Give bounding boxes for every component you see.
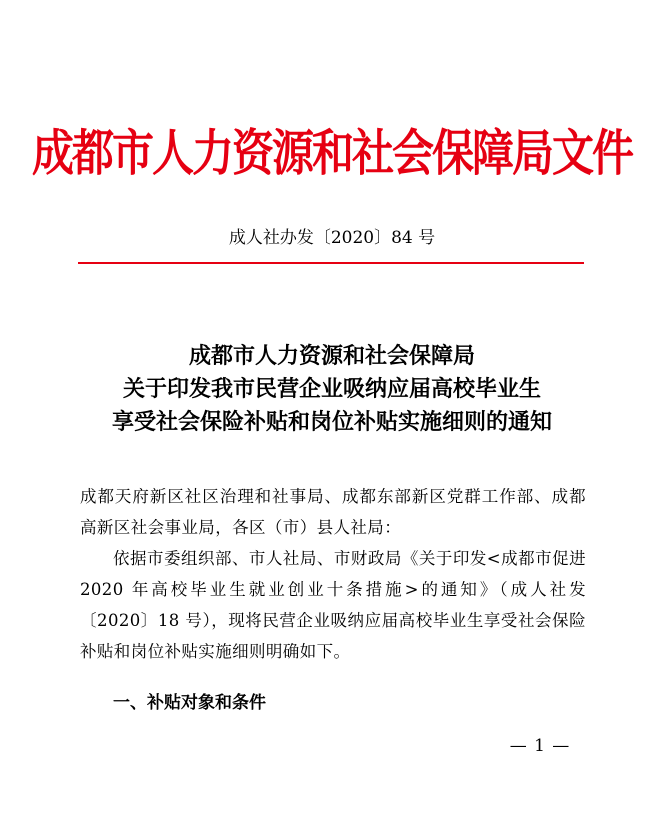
document-number: 成人社办发〔2020〕84 号: [228, 228, 436, 248]
document-title: [0, 340, 664, 439]
title-line-2: 关于印发我市民营企业吸纳应届高校毕业生: [122, 376, 541, 402]
red-separator-line: [78, 262, 584, 264]
document-masthead: 成都市人力资源和社会保障局文件: [31, 123, 632, 182]
page-number: — 1 —: [509, 736, 571, 756]
section-heading: 一、补贴对象和条件: [113, 693, 266, 713]
addressee-paragraph: 成都天府新区社区治理和社事局、成都东部新区党群工作部、成都高新区社会事业局，各区（市）县人社局：: [80, 487, 586, 537]
title-line-1: 成都市人力资源和社会保障局: [188, 343, 475, 369]
body-paragraph: 依据市委组织部、市人社局、市财政局《关于印发<成都市促进 2020 年高校毕业生就业创业十条措施>的通知》（成人社发〔2020〕18 号），现将民营企业吸纳应届高校毕业生享受社会保险补贴和岗位补贴实施细则明确如下。: [80, 549, 586, 661]
title-line-3: 享受社会保险补贴和岗位补贴实施细则的通知: [111, 409, 552, 435]
